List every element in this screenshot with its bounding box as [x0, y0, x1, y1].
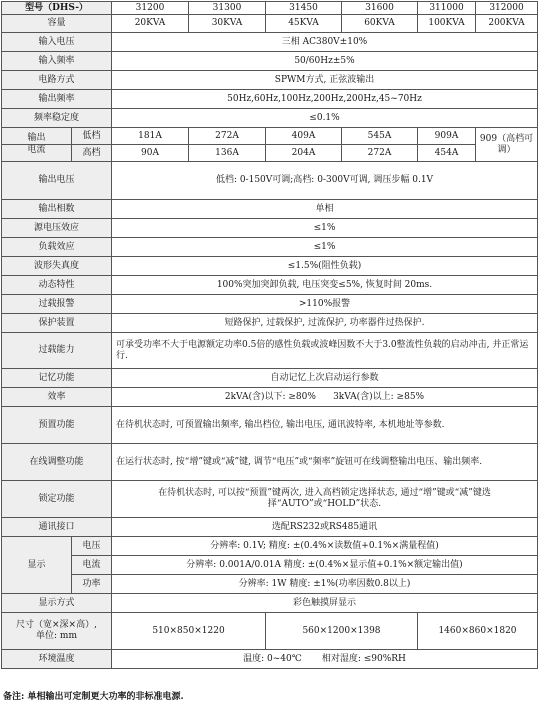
row-capacity — [2, 15, 538, 33]
dimensions-cell: 1460×860×1820 — [418, 613, 538, 650]
dimensions-cell: 560×1200×1398 — [266, 613, 418, 650]
environment-value: 温度: 0~40℃ 相对湿度: ≤90%RH — [112, 650, 538, 669]
preset-value: 在待机状态时, 可预置输出频率, 输出档位, 输出电压, 通讯波特率, 本机地址等参数. — [112, 407, 538, 444]
distortion-value: ≤1.5%(阻性负载) — [112, 257, 538, 276]
display-label: 显示 — [2, 537, 72, 594]
overload-alarm-value: >110%报警 — [112, 295, 538, 314]
output-voltage-label: 输出电压 — [2, 162, 112, 200]
current-last-cell: 909（高档可调） — [476, 128, 538, 162]
row-display-mode — [2, 594, 538, 613]
row-lock — [2, 481, 538, 518]
efficiency-label: 效率 — [2, 388, 112, 407]
source-effect-label: 源电压效应 — [2, 219, 112, 238]
comm-label: 通讯接口 — [2, 518, 112, 537]
row-distortion — [2, 257, 538, 276]
row-dimensions — [2, 613, 538, 650]
model-label: 型号（DHS-） — [2, 2, 112, 15]
row-load-effect — [2, 238, 538, 257]
row-display-power — [2, 575, 538, 594]
current-low-cell: 909A — [418, 128, 476, 145]
row-efficiency — [2, 388, 538, 407]
dimensions-label — [2, 613, 112, 650]
current-low-cell: 272A — [189, 128, 266, 145]
dimensions-cell: 510×850×1220 — [112, 613, 266, 650]
input-voltage-label: 输入电压 — [2, 33, 112, 52]
current-high-label: 高档 — [72, 145, 112, 162]
row-online-adjust — [2, 444, 538, 481]
freq-stability-label: 频率稳定度 — [2, 109, 112, 128]
row-display-current — [2, 556, 538, 575]
model-cell: 31450 — [266, 2, 342, 15]
load-effect-value: ≤1% — [112, 238, 538, 257]
display-current-label: 电流 — [72, 556, 112, 575]
circuit-label: 电路方式 — [2, 71, 112, 90]
output-current-label-top: 输出 — [2, 128, 72, 145]
protection-label: 保护装置 — [2, 314, 112, 333]
load-effect-label: 负载效应 — [2, 238, 112, 257]
current-low-cell: 409A — [266, 128, 342, 145]
model-cell: 31200 — [112, 2, 189, 15]
row-output-current-low — [2, 128, 538, 145]
model-cell: 311000 — [418, 2, 476, 15]
row-overload-cap — [2, 333, 538, 369]
row-comm — [2, 518, 538, 537]
comm-value: 选配RS232或RS485通讯 — [112, 518, 538, 537]
dynamic-value: 100%突加突卸负载, 电压突变≤5%, 恢复时间 20ms. — [112, 276, 538, 295]
row-overload-alarm — [2, 295, 538, 314]
display-voltage-label: 电压 — [72, 537, 112, 556]
row-protection — [2, 314, 538, 333]
distortion-label: 波形失真度 — [2, 257, 112, 276]
model-cell: 312000 — [476, 2, 538, 15]
row-source-effect — [2, 219, 538, 238]
display-mode-value: 彩色触摸屏显示 — [112, 594, 538, 613]
spec-table — [1, 1, 538, 669]
display-mode-label: 显示方式 — [2, 594, 112, 613]
protection-value: 短路保护, 过载保护, 过流保护, 功率器件过热保护. — [112, 314, 538, 333]
capacity-cell: 20KVA — [112, 15, 189, 33]
overload-alarm-label: 过载报警 — [2, 295, 112, 314]
row-dynamic — [2, 276, 538, 295]
capacity-cell: 30KVA — [189, 15, 266, 33]
row-output-current-high — [2, 145, 538, 162]
current-high-cell: 272A — [342, 145, 418, 162]
model-cell: 31300 — [189, 2, 266, 15]
online-adjust-value: 在运行状态时, 按“增”键或“减”键, 调节“电压”或“频率”旋钮可在线调整输出电压、输出频率. — [112, 444, 538, 481]
current-high-cell: 204A — [266, 145, 342, 162]
row-preset — [2, 407, 538, 444]
input-voltage-value: 三相 AC380V±10% — [112, 33, 538, 52]
footnote: 备注: 单相输出可定制更大功率的非标准电源. — [3, 692, 184, 702]
capacity-cell: 100KVA — [418, 15, 476, 33]
row-output-phase — [2, 200, 538, 219]
row-output-freq — [2, 90, 538, 109]
row-freq-stability — [2, 109, 538, 128]
current-low-cell: 181A — [112, 128, 189, 145]
capacity-label: 容量 — [2, 15, 112, 33]
output-voltage-value: 低档: 0-150V可调;高档: 0-300V可调, 调压步幅 0.1V — [112, 162, 538, 200]
output-phase-value: 单相 — [112, 200, 538, 219]
online-adjust-label: 在线调整功能 — [2, 444, 112, 481]
row-environment — [2, 650, 538, 669]
capacity-cell: 60KVA — [342, 15, 418, 33]
model-cell: 31600 — [342, 2, 418, 15]
output-freq-label: 输出频率 — [2, 90, 112, 109]
output-phase-label: 输出相数 — [2, 200, 112, 219]
row-input-voltage — [2, 33, 538, 52]
current-high-cell: 454A — [418, 145, 476, 162]
row-memory — [2, 369, 538, 388]
current-low-label: 低档 — [72, 128, 112, 145]
memory-value: 自动记忆上次启动运行参数 — [112, 369, 538, 388]
memory-label: 记忆功能 — [2, 369, 112, 388]
dynamic-label: 动态特性 — [2, 276, 112, 295]
capacity-cell: 200KVA — [476, 15, 538, 33]
row-display-voltage — [2, 537, 538, 556]
freq-stability-value: ≤0.1% — [112, 109, 538, 128]
row-circuit — [2, 71, 538, 90]
environment-label: 环境温度 — [2, 650, 112, 669]
output-freq-value: 50Hz,60Hz,100Hz,200Hz,200Hz,45~70Hz — [112, 90, 538, 109]
dimensions-label-bottom: 单位: mm — [36, 631, 77, 641]
display-power-value: 分辨率: 1W 精度: ±1%(功率因数0.8以上) — [112, 575, 538, 594]
row-output-voltage — [2, 162, 538, 200]
input-freq-label: 输入频率 — [2, 52, 112, 71]
source-effect-value: ≤1% — [112, 219, 538, 238]
current-high-cell: 136A — [189, 145, 266, 162]
row-input-freq — [2, 52, 538, 71]
display-current-value: 分辨率: 0.001A/0.01A 精度: ±(0.4%×显示值+0.1%×额定输出值) — [112, 556, 538, 575]
current-high-cell: 90A — [112, 145, 189, 162]
preset-label: 预置功能 — [2, 407, 112, 444]
display-voltage-value: 分辨率: 0.1V; 精度: ±(0.4%×读数值+0.1%×满量程值) — [112, 537, 538, 556]
lock-value: 在待机状态时, 可以按“预置”键两次, 进入高档锁定选择状态, 通过“增”键或“减”键选择“AUTO”或“HOLD”状态. — [112, 481, 538, 518]
lock-label: 锁定功能 — [2, 481, 112, 518]
circuit-value: SPWM方式, 正弦波输出 — [112, 71, 538, 90]
capacity-cell: 45KVA — [266, 15, 342, 33]
dimensions-label-top: 尺寸（宽×深×高）, — [16, 620, 97, 630]
overload-cap-value: 可承受功率不大于电源额定功率0.5倍的感性负载或波峰因数不大于3.0整流性负载的启动冲击, 并正常运行. — [112, 333, 538, 369]
output-current-label-bottom: 电流 — [2, 145, 72, 162]
row-model — [2, 2, 538, 15]
efficiency-value: 2kVA(含)以下: ≥80% 3kVA(含)以上: ≥85% — [112, 388, 538, 407]
display-power-label: 功率 — [72, 575, 112, 594]
input-freq-value: 50/60Hz±5% — [112, 52, 538, 71]
current-low-cell: 545A — [342, 128, 418, 145]
overload-cap-label: 过载能力 — [2, 333, 112, 369]
